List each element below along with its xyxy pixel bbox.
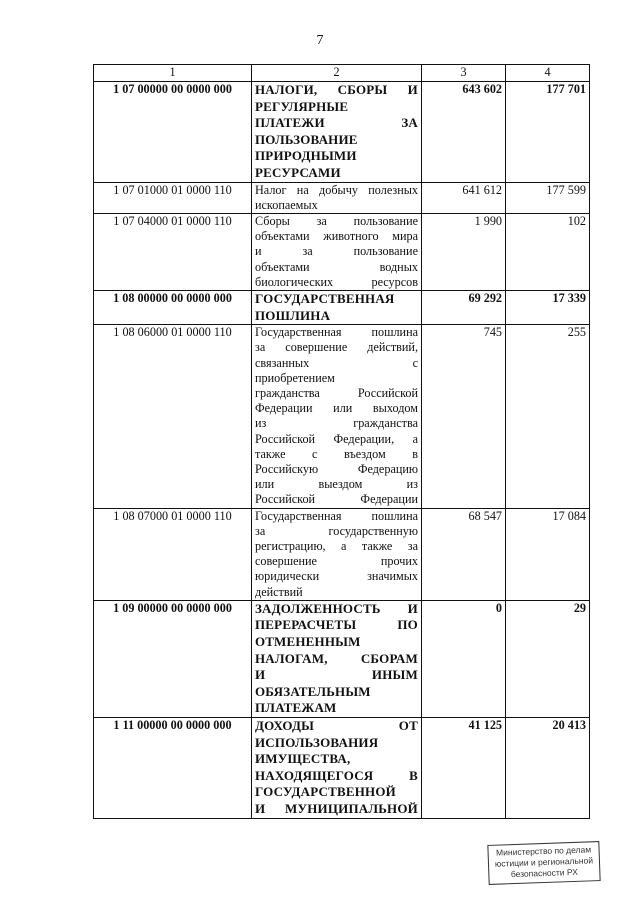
revenue-name-line: Российскую Федерацию xyxy=(255,462,418,476)
column-header-1: 1 xyxy=(94,65,252,82)
revenue-name-line: за государственную xyxy=(255,523,418,538)
budget-code-cell: 1 07 04000 01 0000 110 xyxy=(94,213,252,290)
budget-code-cell: 1 07 00000 00 0000 000 xyxy=(94,82,252,183)
revenue-name-line: ИМУЩЕСТВА, xyxy=(255,751,351,767)
revenue-name-line: Сборы за пользование xyxy=(255,213,418,228)
amount-column-4: 29 xyxy=(506,600,590,717)
table-row xyxy=(94,600,590,717)
revenue-name-line: гражданства Российской xyxy=(255,385,418,400)
table-row xyxy=(94,82,590,183)
page-number: 7 xyxy=(316,33,324,48)
revenue-name-line: ПОШЛИНА xyxy=(255,307,331,323)
revenue-name-line: юридически значимых xyxy=(255,569,418,584)
revenue-name-line: также с въездом в xyxy=(255,446,418,461)
amount-column-3: 69 292 xyxy=(422,290,506,324)
revenue-name-line: ДОХОДЫ ОТ xyxy=(255,717,418,733)
amount-column-4: 177 701 xyxy=(506,82,590,183)
amount-column-3: 0 xyxy=(422,600,506,717)
amount-column-3: 68 547 xyxy=(422,508,506,600)
revenue-name-line: действий xyxy=(255,584,303,599)
budget-table xyxy=(93,64,590,819)
revenue-name-cell xyxy=(252,182,422,213)
revenue-name-cell xyxy=(252,290,422,324)
column-header-4: 4 xyxy=(506,65,590,82)
revenue-name-line: совершение прочих xyxy=(255,554,418,569)
revenue-name-cell xyxy=(252,508,422,600)
revenue-name-line: ПЛАТЕЖИ ЗА xyxy=(255,115,418,131)
revenue-name-line: ГОСУДАРСТВЕННОЙ xyxy=(255,784,396,800)
stamp-line: безопасности РХ xyxy=(510,866,579,880)
amount-column-3: 643 602 xyxy=(422,82,506,183)
amount-column-4: 102 xyxy=(506,213,590,290)
stamp-line: юстиции и региональной xyxy=(494,855,594,869)
revenue-name-line: НАХОДЯЩЕГОСЯ В xyxy=(255,767,418,783)
revenue-name-line: ГОСУДАРСТВЕННАЯ xyxy=(255,290,395,306)
revenue-name-line: объектами животного мира xyxy=(255,229,418,244)
amount-column-4: 20 413 xyxy=(506,717,590,818)
revenue-name-cell xyxy=(252,325,422,508)
amount-column-4: 17 339 xyxy=(506,290,590,324)
revenue-name-cell xyxy=(252,82,422,183)
revenue-name-line: ЗАДОЛЖЕННОСТЬ И xyxy=(255,600,418,616)
registration-stamp xyxy=(487,841,600,885)
budget-code-cell: 1 08 00000 00 0000 000 xyxy=(94,290,252,324)
revenue-name-line: или выездом из xyxy=(255,477,418,492)
revenue-name-line: ископаемых xyxy=(255,197,318,212)
budget-code-cell: 1 09 00000 00 0000 000 xyxy=(94,600,252,717)
revenue-name-line: связанных с xyxy=(255,355,418,370)
column-header-3: 3 xyxy=(422,65,506,82)
table-row xyxy=(94,290,590,324)
revenue-name-line: И МУНИЦИПАЛЬНОЙ xyxy=(255,800,418,816)
revenue-name-line: ПЛАТЕЖАМ xyxy=(255,700,337,716)
budget-code-cell: 1 08 06000 01 0000 110 xyxy=(94,325,252,508)
revenue-name-line: ОБЯЗАТЕЛЬНЫМ xyxy=(255,683,371,699)
revenue-name-line: Федерации или выходом xyxy=(255,401,418,416)
budget-code-cell: 1 07 01000 01 0000 110 xyxy=(94,182,252,213)
table-row xyxy=(94,717,590,818)
revenue-name-cell xyxy=(252,213,422,290)
revenue-name-line: Налог на добычу полезных xyxy=(255,182,418,197)
revenue-name-line: РЕГУЛЯРНЫЕ xyxy=(255,98,349,114)
revenue-name-line: и за пользование xyxy=(255,244,418,259)
revenue-name-line: объектами водных xyxy=(255,259,418,274)
budget-code-cell: 1 08 07000 01 0000 110 xyxy=(94,508,252,600)
revenue-name-line: ИСПОЛЬЗОВАНИЯ xyxy=(255,734,379,750)
table-row xyxy=(94,325,590,508)
amount-column-3: 745 xyxy=(422,325,506,508)
table-row xyxy=(94,508,590,600)
revenue-name-line: Государственная пошлина xyxy=(255,325,418,340)
revenue-name-line: ПОЛЬЗОВАНИЕ xyxy=(255,131,358,147)
revenue-name-line: ПРИРОДНЫМИ xyxy=(255,148,357,164)
amount-column-4: 17 084 xyxy=(506,508,590,600)
amount-column-3: 641 612 xyxy=(422,182,506,213)
amount-column-4: 255 xyxy=(506,325,590,508)
revenue-name-line: ОТМЕНЕННЫМ xyxy=(255,634,361,650)
revenue-name-line: регистрацию, а также за xyxy=(255,539,418,554)
table-body xyxy=(94,82,590,819)
revenue-name-line: Российской Федерации, а xyxy=(255,431,418,446)
column-header-2: 2 xyxy=(252,65,422,82)
revenue-name-line: РЕСУРСАМИ xyxy=(255,164,341,180)
revenue-name-line: Государственная пошлина xyxy=(255,508,418,523)
table-row xyxy=(94,213,590,290)
revenue-name-line: НАЛОГАМ, СБОРАМ xyxy=(255,650,418,666)
revenue-name-line: Российской Федерации xyxy=(255,492,418,507)
revenue-name-line: И ИНЫМ xyxy=(255,667,418,683)
stamp-line: Министерство по делам xyxy=(495,844,592,858)
revenue-name-cell xyxy=(252,600,422,717)
table-header-row xyxy=(94,65,590,82)
amount-column-4: 177 599 xyxy=(506,182,590,213)
table-row xyxy=(94,182,590,213)
revenue-name-line: приобретением xyxy=(255,370,335,385)
revenue-name-line: за совершение действий, xyxy=(255,340,418,355)
revenue-name-line: ПЕРЕРАСЧЕТЫ ПО xyxy=(255,617,418,633)
revenue-name-line: НАЛОГИ, СБОРЫ И xyxy=(255,82,418,97)
amount-column-3: 41 125 xyxy=(422,717,506,818)
revenue-name-line: из гражданства xyxy=(255,416,418,431)
revenue-name-line: биологических ресурсов xyxy=(255,274,418,289)
revenue-name-cell xyxy=(252,717,422,818)
budget-code-cell: 1 11 00000 00 0000 000 xyxy=(94,717,252,818)
amount-column-3: 1 990 xyxy=(422,213,506,290)
